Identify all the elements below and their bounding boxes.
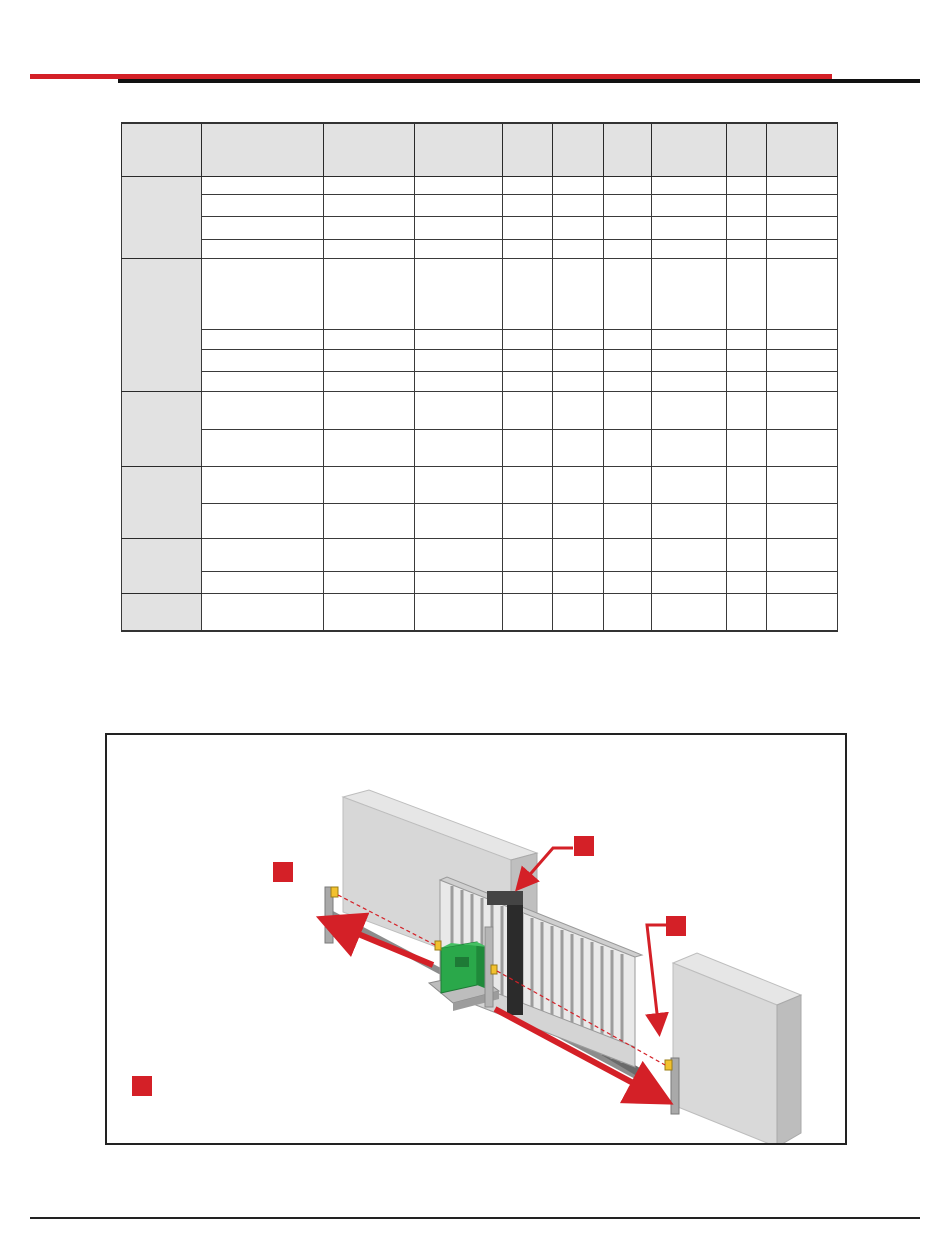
table-cell	[553, 239, 604, 258]
table-cell	[503, 430, 553, 467]
photocell-post-right-icon	[665, 1058, 679, 1114]
table-cell	[727, 467, 767, 504]
table-cell	[415, 216, 503, 239]
table-row	[122, 349, 838, 371]
table-row	[122, 216, 838, 239]
table-cell	[324, 329, 415, 349]
table-cell	[652, 349, 727, 371]
header-black-rule	[118, 79, 920, 83]
table-cell	[415, 467, 503, 504]
table-cell	[767, 258, 838, 329]
table-row	[122, 391, 838, 429]
table-cell	[767, 329, 838, 349]
table-cell	[324, 504, 415, 539]
table-cell	[202, 594, 324, 631]
table-cell	[553, 194, 604, 216]
table-row	[122, 258, 838, 329]
table-cell	[727, 430, 767, 467]
table-cell	[324, 371, 415, 391]
table-cell	[503, 391, 553, 429]
table-cell	[553, 216, 604, 239]
table-cell	[652, 430, 727, 467]
table-cell	[604, 194, 652, 216]
table-cell	[604, 594, 652, 631]
table-cell	[652, 194, 727, 216]
table-row	[122, 467, 838, 504]
header-cell	[202, 123, 324, 176]
table-cell	[727, 572, 767, 594]
header-cell	[122, 123, 202, 176]
table-cell	[202, 258, 324, 329]
table-row	[122, 371, 838, 391]
table-cell	[727, 194, 767, 216]
table-cell	[503, 194, 553, 216]
header-cell	[604, 123, 652, 176]
table-cell	[652, 329, 727, 349]
table-cell	[767, 467, 838, 504]
table-cell	[767, 194, 838, 216]
callout-marker	[132, 1076, 152, 1096]
table-cell	[767, 594, 838, 631]
table-row	[122, 539, 838, 572]
header-cell	[503, 123, 553, 176]
table-cell	[324, 194, 415, 216]
table-cell	[652, 216, 727, 239]
table-cell	[727, 329, 767, 349]
table-cell	[767, 216, 838, 239]
table-cell	[767, 391, 838, 429]
table-cell	[202, 194, 324, 216]
table-cell	[324, 430, 415, 467]
header-cell	[415, 123, 503, 176]
table-cell	[202, 430, 324, 467]
table-cell	[553, 258, 604, 329]
table-cell	[503, 216, 553, 239]
table-row	[122, 239, 838, 258]
table-cell	[604, 430, 652, 467]
table-cell	[604, 572, 652, 594]
header-cell	[767, 123, 838, 176]
table-header-row	[122, 123, 838, 176]
table-group-cell	[122, 391, 202, 466]
table-row	[122, 572, 838, 594]
table-cell	[767, 572, 838, 594]
table-cell	[324, 572, 415, 594]
callout-marker	[574, 836, 594, 856]
table-cell	[503, 176, 553, 194]
table-cell	[652, 258, 727, 329]
table-cell	[652, 371, 727, 391]
gate-installation-diagram	[105, 733, 847, 1145]
table-cell	[415, 349, 503, 371]
table-cell	[652, 239, 727, 258]
table-row	[122, 430, 838, 467]
table-cell	[324, 239, 415, 258]
table-cell	[415, 258, 503, 329]
table-cell	[652, 594, 727, 631]
table-cell	[553, 572, 604, 594]
table-cell	[553, 504, 604, 539]
table-group-cell	[122, 539, 202, 594]
table-cell	[604, 467, 652, 504]
footer-rule	[30, 1217, 920, 1219]
table-cell	[604, 539, 652, 572]
table-cell	[415, 329, 503, 349]
table-cell	[415, 176, 503, 194]
table-cell	[727, 176, 767, 194]
table-cell	[652, 467, 727, 504]
right-wall-icon	[673, 953, 801, 1143]
table-cell	[202, 572, 324, 594]
table-group-cell	[122, 258, 202, 391]
table-row	[122, 329, 838, 349]
header-cell	[727, 123, 767, 176]
table-cell	[202, 391, 324, 429]
table-cell	[604, 258, 652, 329]
table-group-cell	[122, 176, 202, 258]
table-cell	[415, 239, 503, 258]
table-cell	[727, 239, 767, 258]
table-cell	[727, 258, 767, 329]
table-cell	[604, 391, 652, 429]
table-cell	[415, 539, 503, 572]
table-cell	[324, 391, 415, 429]
table-cell	[503, 467, 553, 504]
table-cell	[553, 430, 604, 467]
table-cell	[324, 467, 415, 504]
table-cell	[767, 239, 838, 258]
table-group-cell	[122, 594, 202, 631]
table-cell	[415, 194, 503, 216]
table-cell	[415, 371, 503, 391]
table-cell	[415, 594, 503, 631]
table-cell	[767, 504, 838, 539]
table-cell	[503, 371, 553, 391]
table-cell	[553, 371, 604, 391]
table-cell	[202, 371, 324, 391]
table-cell	[767, 176, 838, 194]
table-cell	[503, 504, 553, 539]
table-cell	[415, 572, 503, 594]
table-cell	[767, 371, 838, 391]
table-cell	[503, 572, 553, 594]
table-cell	[503, 258, 553, 329]
table-cell	[553, 176, 604, 194]
table-cell	[727, 391, 767, 429]
table-cell	[553, 467, 604, 504]
table-cell	[604, 504, 652, 539]
table-cell	[652, 504, 727, 539]
table-cell	[553, 539, 604, 572]
table-cell	[652, 176, 727, 194]
table-cell	[202, 239, 324, 258]
table-group-cell	[122, 467, 202, 539]
table-cell	[324, 594, 415, 631]
table-cell	[604, 371, 652, 391]
table-cell	[503, 349, 553, 371]
callout-marker	[273, 862, 293, 882]
table-cell	[202, 329, 324, 349]
table-cell	[604, 216, 652, 239]
table-cell	[415, 430, 503, 467]
table-cell	[324, 258, 415, 329]
table-cell	[503, 239, 553, 258]
table-cell	[503, 329, 553, 349]
gate-illustration	[107, 735, 845, 1143]
table-cell	[202, 176, 324, 194]
table-cell	[652, 539, 727, 572]
table-row	[122, 504, 838, 539]
table-cell	[503, 594, 553, 631]
table-cell	[727, 504, 767, 539]
table-cell	[553, 594, 604, 631]
table-cell	[202, 349, 324, 371]
table-cell	[415, 391, 503, 429]
table-cell	[202, 539, 324, 572]
specification-table	[121, 122, 838, 632]
table-cell	[727, 371, 767, 391]
table-cell	[767, 430, 838, 467]
table-cell	[324, 216, 415, 239]
callout-marker	[666, 916, 686, 936]
table-cell	[652, 572, 727, 594]
table-cell	[604, 239, 652, 258]
header-cell	[652, 123, 727, 176]
table-cell	[727, 349, 767, 371]
table-cell	[767, 349, 838, 371]
header-cell	[324, 123, 415, 176]
table-cell	[604, 329, 652, 349]
table-row	[122, 176, 838, 194]
table-cell	[202, 467, 324, 504]
table-cell	[202, 216, 324, 239]
table-cell	[324, 176, 415, 194]
table-cell	[727, 539, 767, 572]
table-cell	[727, 216, 767, 239]
table-cell	[553, 349, 604, 371]
table-cell	[202, 504, 324, 539]
table-cell	[604, 349, 652, 371]
table-row	[122, 194, 838, 216]
table-cell	[553, 391, 604, 429]
table-cell	[415, 504, 503, 539]
table-cell	[324, 349, 415, 371]
table-cell	[503, 539, 553, 572]
table-cell	[604, 176, 652, 194]
table-cell	[767, 539, 838, 572]
table-cell	[553, 329, 604, 349]
table-row	[122, 594, 838, 631]
header-cell	[553, 123, 604, 176]
table-cell	[324, 539, 415, 572]
table-cell	[727, 594, 767, 631]
table-cell	[652, 391, 727, 429]
